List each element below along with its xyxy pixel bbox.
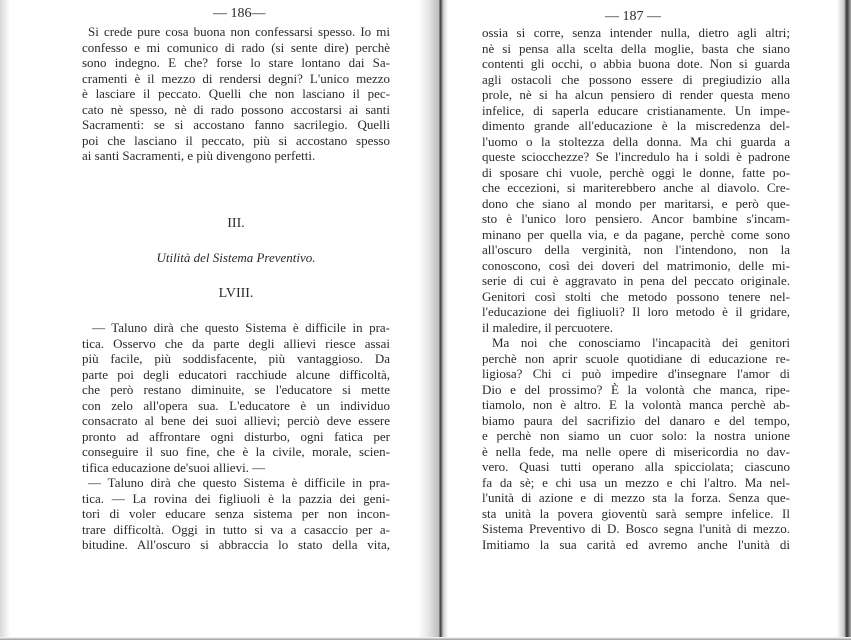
text-line: Sacramenti: se si accostano fanno sacrilegio. Quelli: [82, 117, 390, 132]
text-line: che eccezioni, si mariterebbero anche al diavolo. Cre-: [482, 180, 790, 195]
text-line: ai santi Sacramenti, e più divengono perfetti.: [82, 148, 316, 163]
text-line: Si crede pure cosa buona non confessarsi spesso. Io mi: [88, 24, 390, 39]
text-line: nè si pensa alla scelta della moglie, basta che siano: [482, 40, 790, 56]
text-line: l'unità di azione e di mezzo sta la forza. Senza que-: [482, 490, 790, 505]
text-line: fa da sè; e chi usa un mezzo e chi l'altro. Ma nel-: [482, 474, 790, 490]
text-line: tiamolo, non è altro. E la volontà manca perchè ab-: [482, 397, 790, 412]
text-line: confesso e mi comunico di rado (si sente dire) perchè: [82, 39, 390, 55]
text-line: trare difficoltà. Oggi in tutto si va a casaccio per a-: [82, 521, 390, 537]
text-line: prole, nè si ha alcun pensiero di render questa meno: [482, 87, 790, 102]
text-line: l'uomo o la stoltezza della donna. Ma chi guarda a: [482, 133, 790, 149]
text-line: più facile, più soddisfacente, più vantaggioso. Da: [82, 351, 390, 366]
text-line: Imitiamo la sua carità ed avremo anche l'unità di: [482, 536, 790, 552]
text-line: dono che siano al mondo per maritarsi, e però que-: [482, 195, 790, 211]
text-line: tifica educazione de'suoi allievi. —: [82, 459, 266, 475]
text-line: ossia si corre, senza intender nulla, dietro agli altri;: [482, 25, 790, 40]
text-line: Sistema Preventivo di D. Bosco segna l'unità di mezzo.: [482, 521, 790, 536]
book-gutter: [418, 0, 448, 640]
text-line: è lasciare il peccato. Quelli che non lasciano il pec-: [82, 86, 390, 101]
text-line: è nella fede, ma nelle opere di misericordia no dav-: [482, 443, 790, 459]
text-line: — Taluno dirà che questo Sistema è difficile in pra-: [92, 320, 390, 335]
text-line: di sposare chi vuole, perchè oggi le donne, fatte po-: [482, 164, 790, 180]
text-line: conseguire il suo fine, che è la civile, morale, scien-: [82, 444, 390, 459]
text-line: l'educazione dei figliuoli? Il loro metodo è il gridare,: [482, 304, 790, 319]
text-line: cato nè spesso, nè di rado possono accostarsi ai santi: [82, 101, 390, 117]
text-line: ligiosa? Chi ci può impedire d'insegnare l'amor di: [482, 366, 790, 381]
chapter-number: LVIII.: [218, 286, 254, 301]
text-line: biamo paura del sacrifizio del danaro e del tempo,: [482, 412, 790, 428]
text-line: con zelo all'opera sua. L'educatore è un individuo: [82, 397, 390, 413]
text-line: dimento grande all'educazione è la miscredenza del-: [482, 118, 790, 133]
text-line: bitudine. All'oscuro si abbraccia lo stato della vita,: [82, 537, 390, 552]
text-line: pronto ad affrontare ogni disturbo, ogni fatica per: [82, 428, 390, 444]
text-line: sta unità la povera gioventù sarà sempre infelice. Il: [482, 505, 790, 521]
text-line: e perchè non siamo un cuor solo: la nostra unione: [482, 428, 790, 443]
left-paragraph-1: [82, 24, 390, 164]
text-line: sono indegno. E che? forse lo stare lontano dai Sa-: [82, 55, 390, 70]
text-line: queste sciocchezze? Se l'incredulo ha i soldi è padrone: [482, 149, 790, 164]
text-line: consacrato al bene dei suoi allievi; perciò deve essere: [82, 413, 390, 428]
text-line: cramenti è il mezzo di rendersi degni? L'unico mezzo: [82, 70, 390, 86]
right-page-edge-shadow: [837, 0, 851, 640]
text-line: vero. Quasi tutti operano alla spicciolata; ciascuno: [482, 459, 790, 474]
right-paragraph-2: [482, 335, 790, 552]
text-line: conoscono, così dei doveri del matrimonio, delle mi-: [482, 257, 790, 273]
text-line: — Taluno dirà che questo Sistema è difficile in pra-: [88, 475, 390, 490]
right-paragraph-1: [482, 25, 790, 335]
text-line: Ma noi che conosciamo l'incapacità dei genitori: [492, 335, 790, 350]
text-line: perchè non aprir scuole quotidiane di educazione re-: [482, 350, 790, 366]
text-line: sto è l'unico loro pensiero. Ancor bambine s'incam-: [482, 211, 790, 226]
page-number-187: — 187 —: [605, 9, 661, 24]
text-line: contenti gli occhi, o abbia buona dote. Non si guarda: [482, 56, 790, 71]
text-line: Dio e del prossimo? È la volontà che manca, ripe-: [482, 381, 790, 397]
section-title: Utilità del Sistema Preventivo.: [156, 250, 316, 265]
text-line: il maledire, il percuotere.: [482, 319, 614, 335]
text-line: tica. Osservo che da parte degli allievi riesce assai: [82, 335, 390, 351]
text-line: poi che lasciano il peccato, più si accostano spesso: [82, 132, 390, 148]
section-number: III.: [227, 216, 245, 231]
text-line: agli ostacoli che possono essere di pregiudizio alla: [482, 71, 790, 87]
text-line: che però restano diminuite, se l'educatore si mette: [82, 382, 390, 397]
text-line: tori di voler educare senza sistema per non incon-: [82, 506, 390, 521]
left-paragraph-2: [82, 320, 390, 475]
text-line: Genitori così stolti che metodo possono tenere nel-: [482, 288, 790, 304]
page-number-186: — 186—: [213, 6, 266, 21]
text-line: serie di cui è aggravato in pena del peccato originale.: [482, 273, 790, 288]
text-line: parte poi degli educatori racchiude alcune difficoltà,: [82, 366, 390, 382]
left-paragraph-3: [82, 475, 390, 553]
text-line: infelice, di saperla educare cristianamente. Un impe-: [482, 102, 790, 118]
text-line: tica. — La rovina dei figliuoli è la pazzia dei geni-: [82, 490, 390, 506]
text-line: all'oscuro della verginità, non l'intendono, non la: [482, 242, 790, 257]
left-page-edge-shadow: [0, 0, 10, 640]
text-line: minano per quella via, e da pagane, perchè come sono: [482, 226, 790, 242]
